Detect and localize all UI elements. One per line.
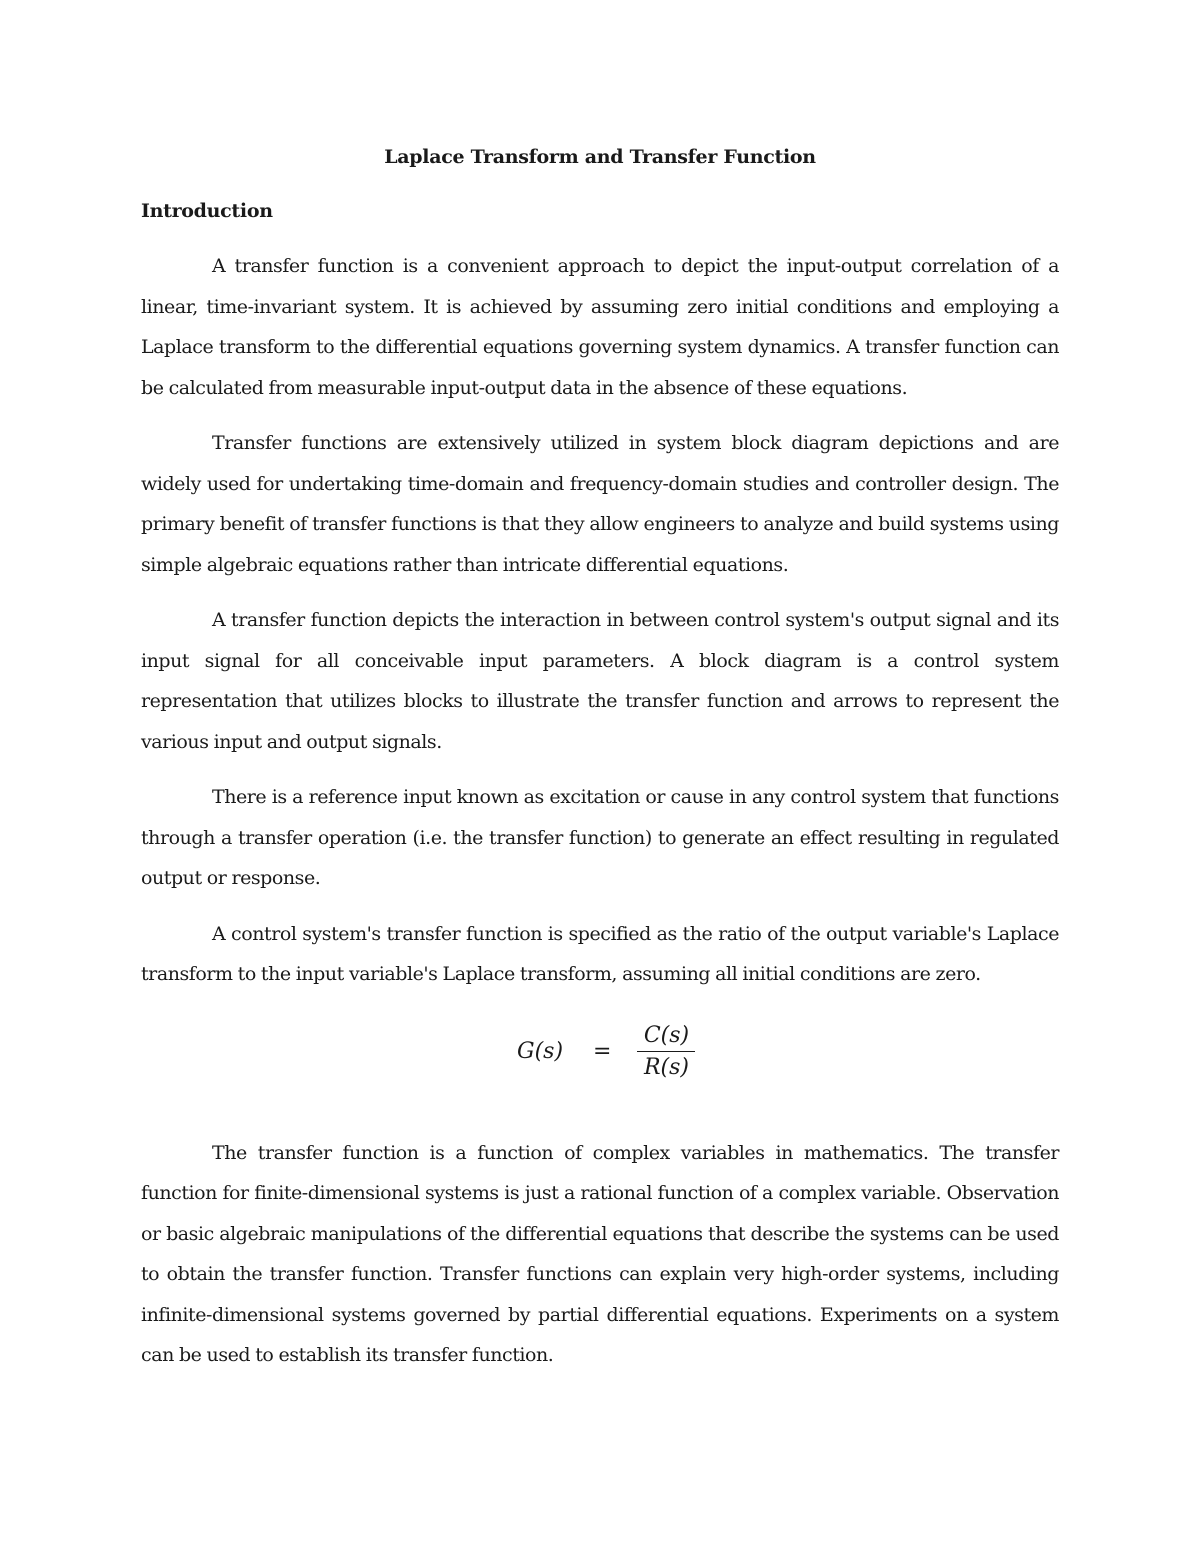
equation-operator: = bbox=[593, 1038, 612, 1064]
document-body bbox=[141, 138, 1059, 1376]
paragraph: A transfer function depicts the interaction in between control system's output signal and its input signal for all conceivable input parameters. A block diagram is a control system representation that utilizes blocks to illustrate the transfer function and arrows to represent the various input and output signals. bbox=[141, 609, 1059, 753]
equation-fraction bbox=[637, 1023, 695, 1081]
equation-denominator: R(s) bbox=[643, 1055, 689, 1080]
section-heading-introduction: Introduction bbox=[141, 200, 273, 222]
paragraph: A control system's transfer function is specified as the ratio of the output variable's Laplace transform to the input variable's Laplace transform, assuming all initial conditions are zero. bbox=[141, 922, 1059, 985]
paragraph: There is a reference input known as excitation or cause in any control system that functions through a transfer operation (i.e. the transfer function) to generate an effect resulting in regulated output or response. bbox=[141, 786, 1059, 889]
paragraphs-before-equation bbox=[141, 246, 1059, 995]
paragraphs-after-equation bbox=[141, 1133, 1059, 1376]
transfer-function-equation bbox=[141, 999, 1059, 1119]
paragraph: A transfer function is a convenient approach to depict the input-output correlation of a linear, time-invariant system. It is achieved by assuming zero initial conditions and employing a Laplace transform to the differential equations governing system dynamics. A transfer function can be calculated from measurable input-output data in the absence of these equations. bbox=[141, 255, 1059, 399]
equation-body bbox=[517, 1023, 695, 1081]
equation-lhs: G(s) bbox=[517, 1038, 564, 1064]
equation-numerator: C(s) bbox=[643, 1022, 690, 1048]
paragraph: Transfer functions are extensively utilized in system block diagram depictions and are widely used for undertaking time-domain and frequency-domain studies and controller design. The primary benefit of transfer functions is that they allow engineers to analyze and build systems using simple algebraic equations rather than intricate differential equations. bbox=[141, 432, 1059, 576]
document-title: Laplace Transform and Transfer Function bbox=[384, 146, 816, 168]
paragraph: The transfer function is a function of complex variables in mathematics. The transfer function for finite-dimensional systems is just a rational function of a complex variable. Observation or basic algebraic manipulations of the differential equations that describe the systems can be used to obtain the transfer function. Transfer functions can explain very high-order systems, including infinite-dimensional systems governed by partial differential equations. Experiments on a system can be used to establish its transfer function. bbox=[141, 1141, 1059, 1366]
